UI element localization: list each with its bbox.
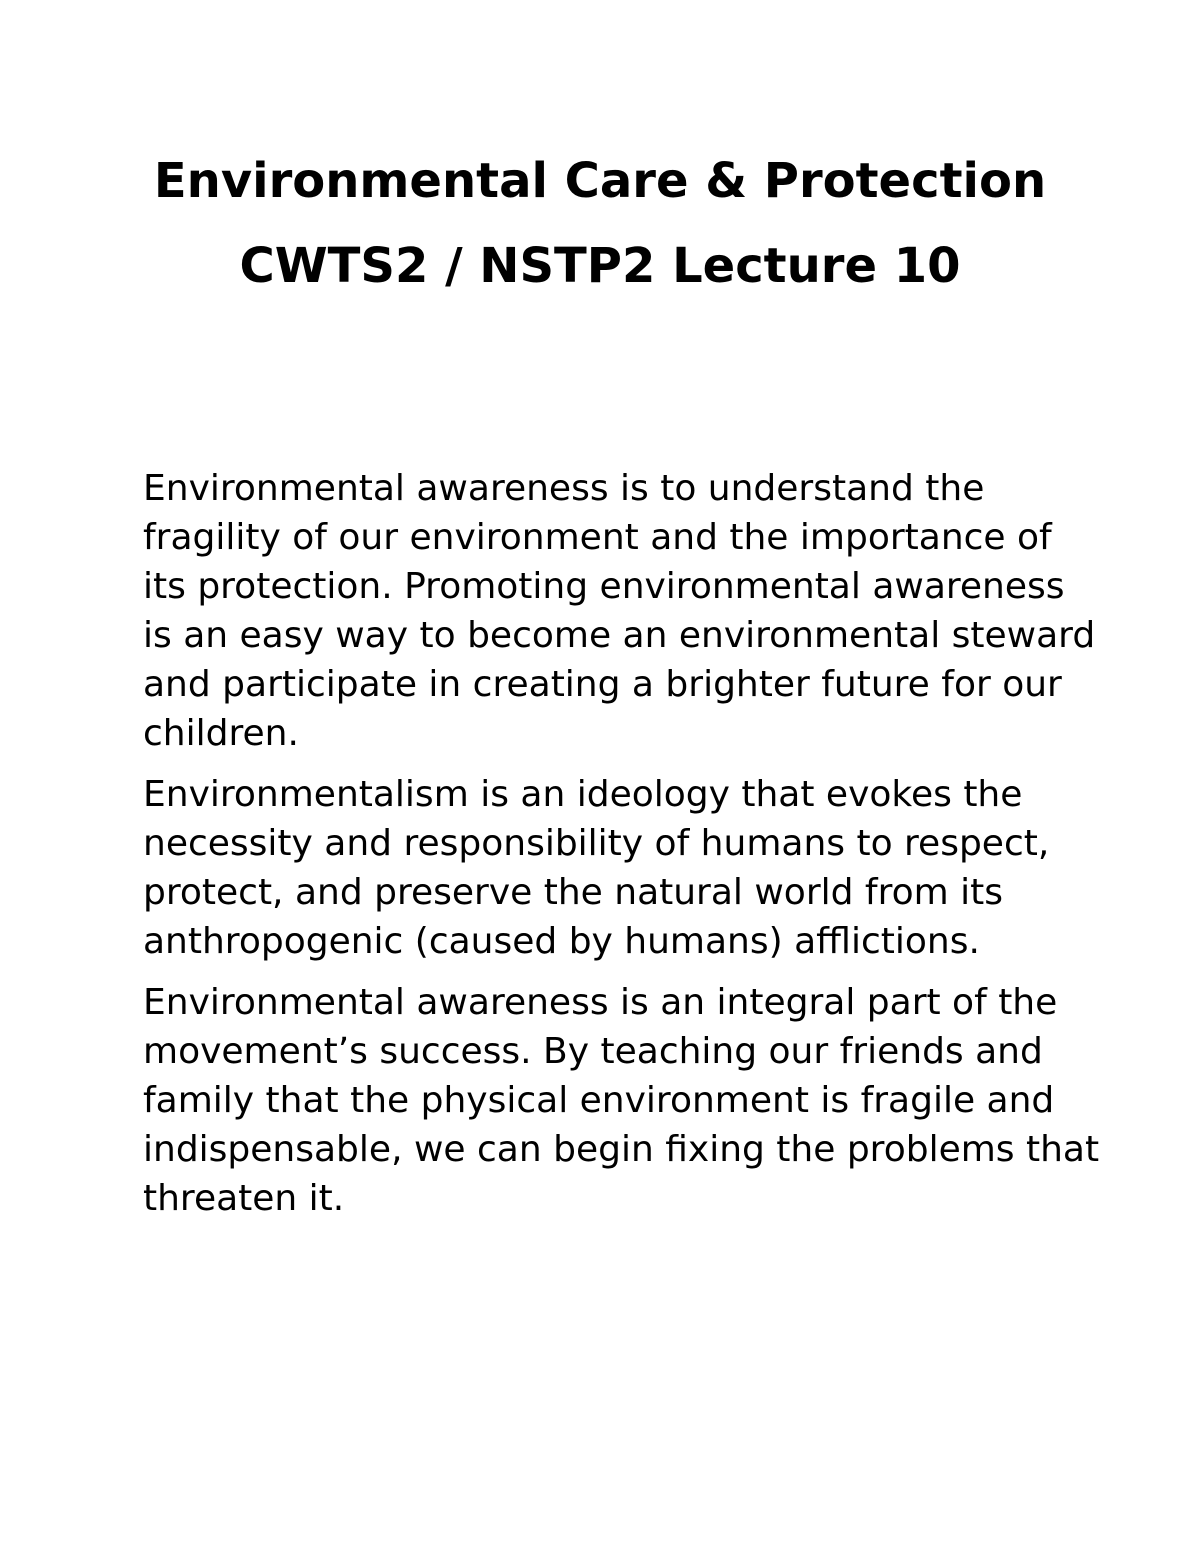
- paragraph-awareness: Environmental awareness is to understand the fragility of our environment and the importance of its protection. Promoting environmental awareness is an easy way to become an environmental steward and participate in creating a brighter future for our children.: [143, 468, 1096, 754]
- document-subtitle: CWTS2 / NSTP2 Lecture 10: [239, 238, 961, 294]
- document-body: [143, 464, 1103, 1235]
- paragraph-environmentalism: Environmentalism is an ideology that evokes the necessity and responsibility of humans to respect, protect, and preserve the natural world from its anthropogenic (caused by humans) afflictions.: [143, 774, 1050, 962]
- paragraph-movement: Environmental awareness is an integral part of the movement’s success. By teaching our friends and family that the physical environment is fragile and indispensable, we can begin fixing the problems that threaten it.: [143, 982, 1100, 1219]
- document-title: Environmental Care & Protection: [153, 153, 1047, 209]
- title-block: [100, 148, 1100, 294]
